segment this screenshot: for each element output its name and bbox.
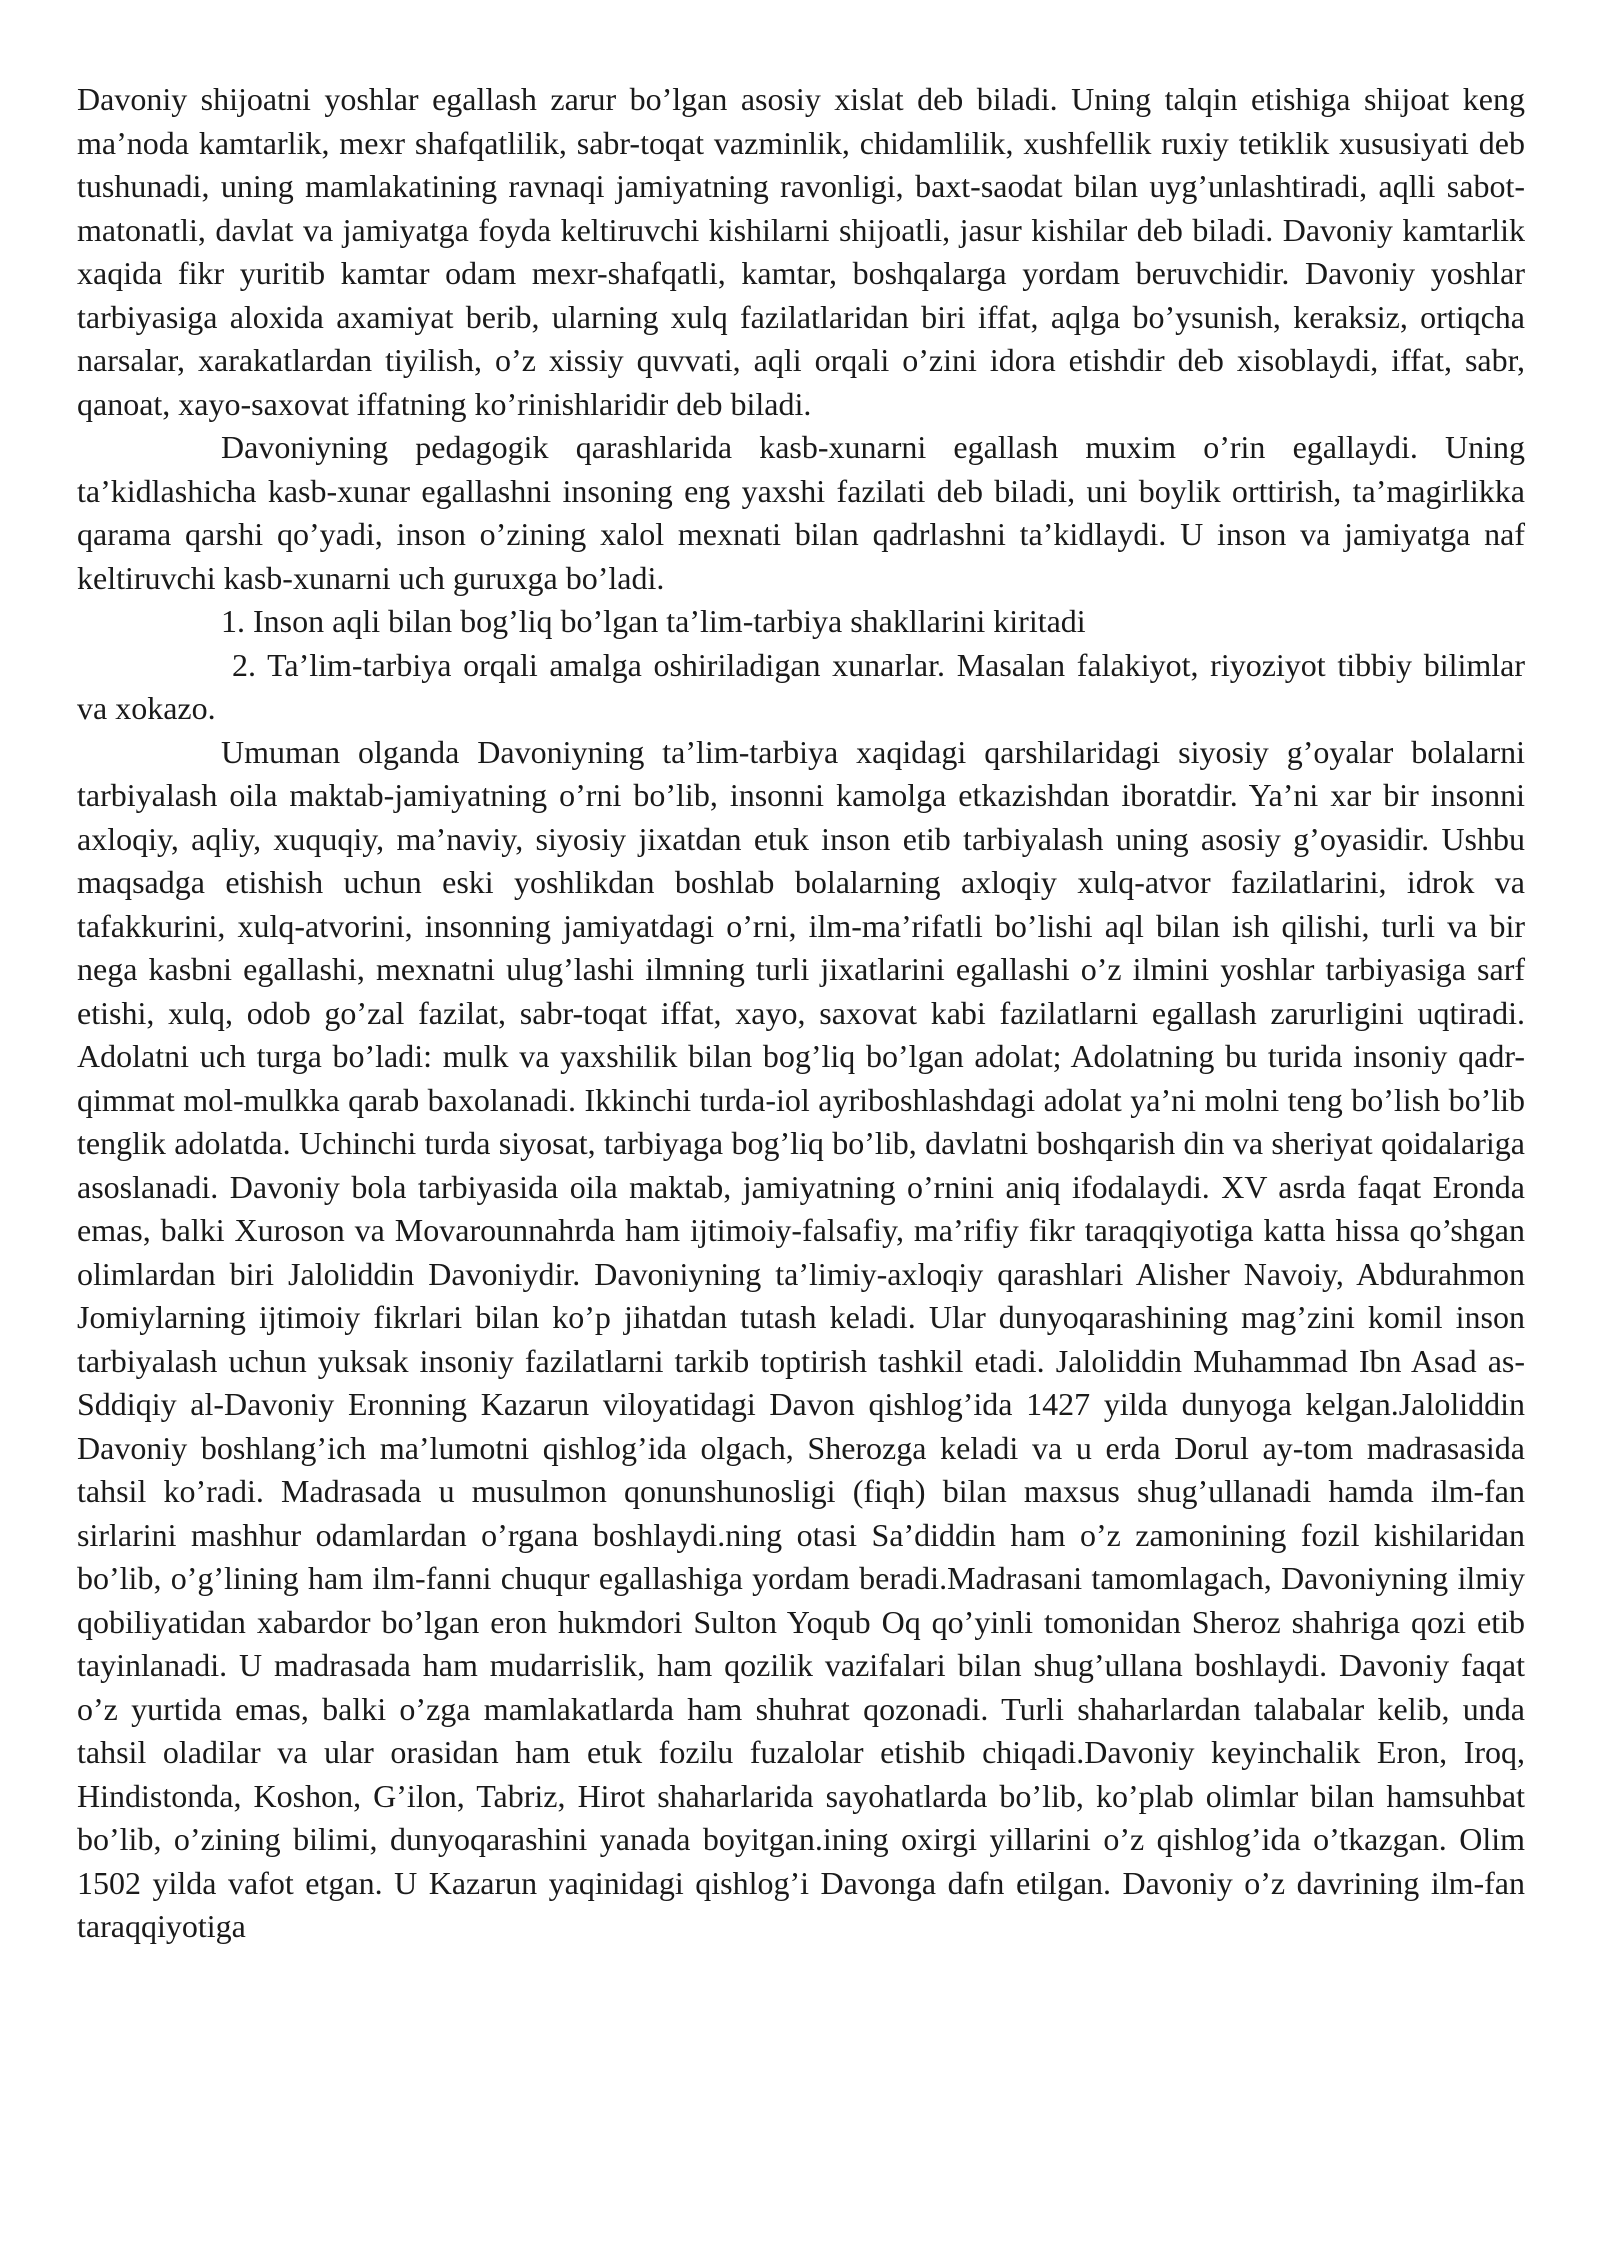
paragraph-umuman: Umuman olganda Davoniyning ta’lim-tarbiya xaqidagi qarshilaridagi siyosiy g’oyalar bolalarni tarbiyalash oila maktab-jamiyatning o’rni bo’lib, insonni kamolga etkazishdan iboratdir. Ya’ni xar bir insonni axloqiy, aqliy, xuquqiy, ma’naviy, siyosiy jixatdan etuk inson etib tarbiyalash uning asosiy g’oyasidir. Ushbu maqsadga etishish uchun eski yoshlikdan boshlab bolalarning axloqiy xulq-atvor fazilatlarini, idrok va tafakkurini, xulq-atvorini, insonning jamiyatdagi o’rni, ilm-ma’rifatli bo’lishi aql bilan ish qilishi, turli va bir nega kasbni egallashi, mexnatni ulug’lashi ilmning turli jixatlarini egallashi o’z ilmini yoshlar tarbiyasiga sarf etishi, xulq, odob go’zal fazilat, sabr-toqat iffat, xayo, saxovat kabi fazilatlarni egallash zarurligini uqtiradi. Adolatni uch turga bo’ladi: mulk va yaxshilik bilan bog’liq bo’lgan adolat; Adolatning bu turida insoniy qadr-qimmat mol-mulkka qarab baxolanadi. Ikkinchi turda-iol ayriboshlashdagi adolat ya’ni molni teng bo’lish bo’lib tenglik adolatda. Uchinchi turda siyosat, tarbiyaga bog’liq bo’lib, davlatni boshqarish din va sheriyat qoidalariga asoslanadi. Davoniy bola tarbiyasida oila maktab, jamiyatning o’rnini aniq ifodalaydi. XV asrda faqat Eronda emas, balki Xuroson va Movarounnahrda ham ijtimoiy-falsafiy, ma’rifiy fikr taraqqiyotiga katta hissa qo’shgan olimlardan biri Jaloliddin Davoniydir. Davoniyning ta’limiy-axloqiy qarashlari Alisher Navoiy, Abdurahmon Jomiylarning ijtimoiy fikrlari bilan ko’p jihatdan tutash keladi. Ular dunyoqarashining mag’zini komil inson tarbiyalash uchun yuksak insoniy fazilatlarni tarkib toptirish tashkil etadi. Jaloliddin Muhammad Ibn Asad as-Sddiqiy al-Davoniy Eronning Kazarun viloyatidagi Davon qishlog’ida 1427 yilda dunyoga kelgan.Jaloliddin Davoniy boshlang’ich ma’lumotni qishlog’ida olgach, Sherozga keladi va u erda Dorul ay-tom madrasasida tahsil ko’radi. Madrasada u musulmon qonunshunosligi (fiqh) bilan maxsus shug’ullanadi hamda ilm-fan sirlarini mashhur odamlardan o’rgana boshlaydi.ning otasi Sa’diddin ham o’z zamonining fozil kishilaridan bo’lib, o’g’lining ham ilm-fanni chuqur egallashiga yordam beradi.Madrasani tamomlagach, Davoniyning ilmiy qobiliyatidan xabardor bo’lgan eron hukmdori Sulton Yoqub Oq qo’yinli tomonidan Sheroz shahriga qozi etib tayinlanadi. U madrasada ham mudarrislik, ham qozilik vazifalari bilan shug’ullana boshlaydi. Davoniy faqat o’z yurtida emas, balki o’zga mamlakatlarda ham shuhrat qozonadi. Turli shaharlardan talabalar kelib, unda tahsil oladilar va ular orasidan ham etuk fozilu fuzalolar etishib chiqadi.Davoniy keyinchalik Eron, Iroq, Hindistonda, Koshon, G’ilon, Tabriz, Hirot shaharlarida sayohatlarda bo’lib, ko’plab olimlar bilan hamsuhbat bo’lib, o’zining bilimi, dunyoqarashini yanada boyitgan.ining oxirgi yillarini o’z qishlog’ida o’tkazgan. Olim 1502 yilda vafot etgan. U Kazarun yaqinidagi qishlog’i Davonga dafn etilgan. Davoniy o’z davrining ilm-fan taraqqiyotiga	[77, 733, 1525, 1944]
paragraph-kasb-xunar: Davoniyning pedagogik qarashlarida kasb-xunarni egallash muxim o’rin egallaydi. Uning ta’kidlashicha kasb-xunar egallashni insoning eng yaxshi fazilati deb biladi, uni boylik orttirish, ta’magirlikka qarama qarshi qo’yadi, inson o’zining xalol mexnati bilan qadrlashni ta’kidlaydi. U inson va jamiyatga naf keltiruvchi kasb-xunarni uch guruxga bo’ladi.	[77, 429, 1525, 596]
paragraph-shijoat: Davoniy shijoatni yoshlar egallash zarur bo’lgan asosiy xislat deb biladi. Uning talqin etishiga shijoat keng ma’noda kamtarlik, mexr shafqatlilik, sabr-toqat vazminlik, chidamlilik, xushfellik ruxiy tetiklik xususiyati deb tushunadi, uning mamlakatining ravnaqi jamiyatning ravonligi, baxt-saodat bilan uyg’unlashtiradi, aqlli sabot-matonatli, davlat va jamiyatga foyda keltiruvchi kishilarni shijoatli, jasur kishilar deb biladi. Davoniy kamtarlik xaqida fikr yuritib kamtar odam mexr-shafqatli, kamtar, boshqalarga yordam beruvchidir. Davoniy yoshlar tarbiyasiga aloxida axamiyat berib, ularning xulq fazilatlaridan biri iffat, aqlga bo’ysunish, keraksiz, ortiqcha narsalar, xarakatlardan tiyilish, o’z xissiy quvvati, aqli orqali o’zini idora etishdir deb xisoblaydi, iffat, sabr, qanoat, xayo-saxovat iffatning ko’rinishlaridir deb biladi.	[77, 81, 1525, 422]
list-item-1: 1. Inson aqli bilan bog’liq bo’lgan ta’lim-tarbiya shakllarini kiritadi	[221, 603, 1086, 639]
document-page	[77, 78, 1525, 1949]
list-item-2: 2. Ta’lim-tarbiya orqali amalga oshiriladigan xunarlar. Masalan falakiyot, riyoziyot tibbiy bilimlar va xokazo.	[77, 646, 1525, 726]
